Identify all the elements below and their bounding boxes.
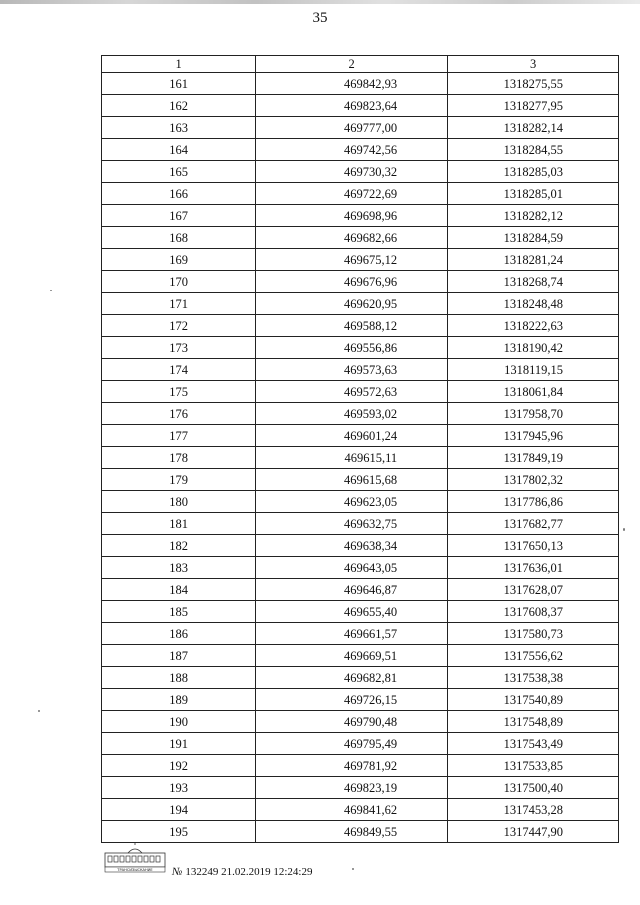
y-coordinate-cell: 1318275,55 — [448, 73, 619, 95]
y-coordinate-cell: 1317682,77 — [448, 513, 619, 535]
y-coordinate-cell: 1317958,70 — [448, 403, 619, 425]
x-coordinate-cell: 469842,93 — [256, 73, 448, 95]
table-row — [102, 337, 619, 359]
registration-footer — [172, 866, 313, 878]
table-row — [102, 733, 619, 755]
column-header-2: 2 — [256, 56, 448, 73]
table-row — [102, 689, 619, 711]
point-number-cell: 193 — [102, 777, 256, 799]
y-coordinate-cell: 1317849,19 — [448, 447, 619, 469]
point-number-cell: 169 — [102, 249, 256, 271]
y-coordinate-cell: 1317786,86 — [448, 491, 619, 513]
table-row — [102, 799, 619, 821]
point-number-cell: 182 — [102, 535, 256, 557]
table-row — [102, 95, 619, 117]
x-coordinate-cell: 469669,51 — [256, 645, 448, 667]
table-row — [102, 403, 619, 425]
point-number-cell: 168 — [102, 227, 256, 249]
table-row — [102, 491, 619, 513]
y-coordinate-cell: 1318282,14 — [448, 117, 619, 139]
x-coordinate-cell: 469572,63 — [256, 381, 448, 403]
table-row — [102, 711, 619, 733]
y-coordinate-cell: 1317608,37 — [448, 601, 619, 623]
y-coordinate-cell: 1318284,59 — [448, 227, 619, 249]
x-coordinate-cell: 469795,49 — [256, 733, 448, 755]
y-coordinate-cell: 1318061,84 — [448, 381, 619, 403]
point-number-cell: 184 — [102, 579, 256, 601]
table-row — [102, 249, 619, 271]
table-row — [102, 271, 619, 293]
table-row — [102, 183, 619, 205]
x-coordinate-cell: 469615,11 — [256, 447, 448, 469]
x-coordinate-cell: 469661,57 — [256, 623, 448, 645]
x-coordinate-cell: 469841,62 — [256, 799, 448, 821]
point-number-cell: 162 — [102, 95, 256, 117]
point-number-cell: 186 — [102, 623, 256, 645]
point-number-cell: 164 — [102, 139, 256, 161]
table-row — [102, 227, 619, 249]
x-coordinate-cell: 469790,48 — [256, 711, 448, 733]
x-coordinate-cell: 469698,96 — [256, 205, 448, 227]
registration-number: 132249 — [185, 866, 219, 878]
table-row — [102, 315, 619, 337]
y-coordinate-cell: 1317543,49 — [448, 733, 619, 755]
x-coordinate-cell: 469588,12 — [256, 315, 448, 337]
column-header-3: 3 — [448, 56, 619, 73]
table-row — [102, 645, 619, 667]
y-coordinate-cell: 1318268,74 — [448, 271, 619, 293]
x-coordinate-cell: 469781,92 — [256, 755, 448, 777]
x-coordinate-cell: 469646,87 — [256, 579, 448, 601]
x-coordinate-cell: 469573,63 — [256, 359, 448, 381]
point-number-cell: 190 — [102, 711, 256, 733]
table-row — [102, 161, 619, 183]
table-row — [102, 293, 619, 315]
table-row — [102, 755, 619, 777]
y-coordinate-cell: 1318284,55 — [448, 139, 619, 161]
y-coordinate-cell: 1317628,07 — [448, 579, 619, 601]
table-row — [102, 381, 619, 403]
point-number-cell: 192 — [102, 755, 256, 777]
point-number-cell: 172 — [102, 315, 256, 337]
point-number-cell: 185 — [102, 601, 256, 623]
building-stamp-icon — [104, 843, 166, 873]
x-coordinate-cell: 469620,95 — [256, 293, 448, 315]
point-number-cell: 167 — [102, 205, 256, 227]
point-number-cell: 173 — [102, 337, 256, 359]
y-coordinate-cell: 1318277,95 — [448, 95, 619, 117]
x-coordinate-cell: 469601,24 — [256, 425, 448, 447]
y-coordinate-cell: 1318281,24 — [448, 249, 619, 271]
y-coordinate-cell: 1317548,89 — [448, 711, 619, 733]
point-number-cell: 180 — [102, 491, 256, 513]
y-coordinate-cell: 1318190,42 — [448, 337, 619, 359]
point-number-cell: 181 — [102, 513, 256, 535]
point-number-cell: 187 — [102, 645, 256, 667]
stamp-label: ТРАНСИЗЫСКАНИЕ — [117, 868, 153, 873]
x-coordinate-cell: 469722,69 — [256, 183, 448, 205]
table-row — [102, 579, 619, 601]
table-row — [102, 623, 619, 645]
y-coordinate-cell: 1317945,96 — [448, 425, 619, 447]
table-row — [102, 535, 619, 557]
x-coordinate-cell: 469593,02 — [256, 403, 448, 425]
x-coordinate-cell: 469730,32 — [256, 161, 448, 183]
y-coordinate-cell: 1317540,89 — [448, 689, 619, 711]
x-coordinate-cell: 469638,34 — [256, 535, 448, 557]
table-row — [102, 359, 619, 381]
y-coordinate-cell: 1318285,03 — [448, 161, 619, 183]
table-row — [102, 777, 619, 799]
point-number-cell: 171 — [102, 293, 256, 315]
x-coordinate-cell: 469726,15 — [256, 689, 448, 711]
table-row — [102, 447, 619, 469]
x-coordinate-cell: 469623,05 — [256, 491, 448, 513]
point-number-cell: 191 — [102, 733, 256, 755]
point-number-cell: 170 — [102, 271, 256, 293]
point-number-cell: 179 — [102, 469, 256, 491]
x-coordinate-cell: 469742,56 — [256, 139, 448, 161]
point-number-cell: 174 — [102, 359, 256, 381]
table-row — [102, 205, 619, 227]
y-coordinate-cell: 1318119,15 — [448, 359, 619, 381]
x-coordinate-cell: 469655,40 — [256, 601, 448, 623]
table-row — [102, 117, 619, 139]
point-number-cell: 163 — [102, 117, 256, 139]
y-coordinate-cell: 1317533,85 — [448, 755, 619, 777]
y-coordinate-cell: 1317636,01 — [448, 557, 619, 579]
point-number-cell: 165 — [102, 161, 256, 183]
x-coordinate-cell: 469823,19 — [256, 777, 448, 799]
coordinates-table — [101, 55, 619, 843]
y-coordinate-cell: 1317580,73 — [448, 623, 619, 645]
point-number-cell: 166 — [102, 183, 256, 205]
point-number-cell: 188 — [102, 667, 256, 689]
x-coordinate-cell: 469777,00 — [256, 117, 448, 139]
table-row — [102, 513, 619, 535]
y-coordinate-cell: 1318285,01 — [448, 183, 619, 205]
scan-speck — [50, 290, 52, 291]
point-number-cell: 189 — [102, 689, 256, 711]
table-row — [102, 139, 619, 161]
x-coordinate-cell: 469615,68 — [256, 469, 448, 491]
registration-mark: № — [172, 866, 183, 878]
registration-timestamp: 21.02.2019 12:24:29 — [221, 866, 313, 878]
table-row — [102, 667, 619, 689]
table-row — [102, 73, 619, 95]
x-coordinate-cell: 469556,86 — [256, 337, 448, 359]
y-coordinate-cell: 1318222,63 — [448, 315, 619, 337]
scan-speck — [623, 528, 625, 531]
point-number-cell: 176 — [102, 403, 256, 425]
y-coordinate-cell: 1317453,28 — [448, 799, 619, 821]
table-row — [102, 821, 619, 843]
scan-speck — [352, 868, 354, 870]
table-row — [102, 557, 619, 579]
table-body — [102, 73, 619, 843]
page-number: 35 — [312, 10, 328, 26]
x-coordinate-cell: 469632,75 — [256, 513, 448, 535]
x-coordinate-cell: 469675,12 — [256, 249, 448, 271]
y-coordinate-cell: 1318248,48 — [448, 293, 619, 315]
point-number-cell: 178 — [102, 447, 256, 469]
scan-edge — [0, 0, 640, 4]
table-row — [102, 425, 619, 447]
table-row — [102, 601, 619, 623]
point-number-cell: 195 — [102, 821, 256, 843]
y-coordinate-cell: 1317538,38 — [448, 667, 619, 689]
y-coordinate-cell: 1317802,32 — [448, 469, 619, 491]
x-coordinate-cell: 469676,96 — [256, 271, 448, 293]
y-coordinate-cell: 1317650,13 — [448, 535, 619, 557]
column-header-1: 1 — [102, 56, 256, 73]
point-number-cell: 161 — [102, 73, 256, 95]
scan-speck — [38, 710, 40, 712]
point-number-cell: 194 — [102, 799, 256, 821]
x-coordinate-cell: 469849,55 — [256, 821, 448, 843]
table-row — [102, 469, 619, 491]
x-coordinate-cell: 469682,66 — [256, 227, 448, 249]
table-header-row — [102, 56, 619, 73]
x-coordinate-cell: 469682,81 — [256, 667, 448, 689]
y-coordinate-cell: 1317556,62 — [448, 645, 619, 667]
x-coordinate-cell: 469643,05 — [256, 557, 448, 579]
y-coordinate-cell: 1318282,12 — [448, 205, 619, 227]
y-coordinate-cell: 1317447,90 — [448, 821, 619, 843]
point-number-cell: 177 — [102, 425, 256, 447]
y-coordinate-cell: 1317500,40 — [448, 777, 619, 799]
x-coordinate-cell: 469823,64 — [256, 95, 448, 117]
point-number-cell: 183 — [102, 557, 256, 579]
point-number-cell: 175 — [102, 381, 256, 403]
